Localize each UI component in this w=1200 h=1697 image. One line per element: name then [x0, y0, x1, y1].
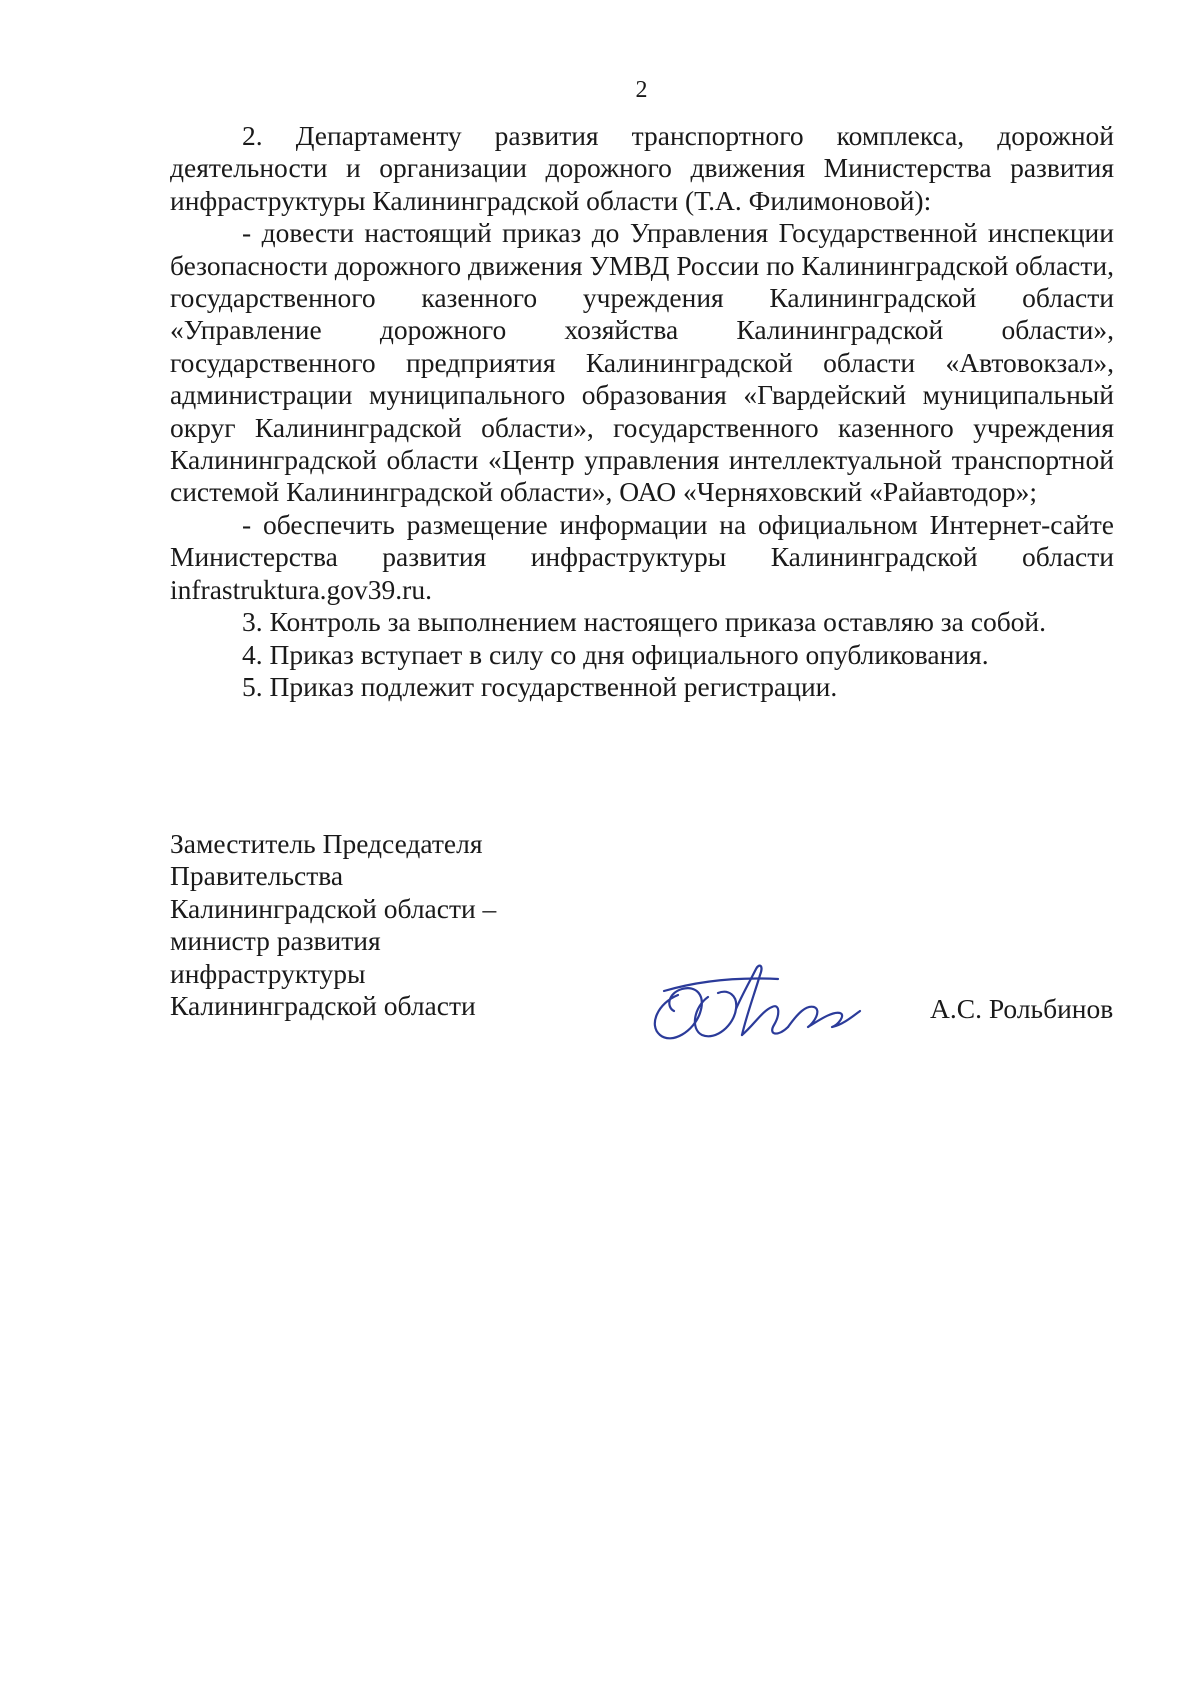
- position-line: инфраструктуры: [170, 957, 366, 989]
- page-number: 2: [635, 77, 648, 103]
- signatory-position: [170, 828, 496, 1022]
- signer-name: А.С. Рольбинов: [930, 993, 1114, 1024]
- paragraph-5: 5. Приказ подлежит государственной регистрации.: [242, 670, 838, 702]
- position-line: Заместитель Председателя: [170, 828, 483, 859]
- paragraph-2-item-notify: - довести настоящий приказ до Управления Государственной инспекции безопасности дорожного движения УМВД России по Калининградской области, государственного казенного учреждения Калининградской области «Управление дорожного хозяйства Калининградской области», государственного предприятия Калининградской области «Автовокзал», администрации муниципального образования «Гвардейский муниципальный округ Калининградской области», государственного казенного учреждения Калининградской области «Центр управления интеллектуальной транспортной системой Калининградской области», ОАО «Черняховский «Райавтодор»;: [170, 217, 1114, 508]
- paragraph-2: 2. Департаменту развития транспортного комплекса, дорожной деятельности и организации дорожного движения Министерства развития инфраструктуры Калининградской области (Т.А. Филимоновой):: [170, 120, 1114, 216]
- paragraph-4: 4. Приказ вступает в силу со дня официального опубликования.: [242, 638, 989, 670]
- position-line: Правительства: [170, 860, 344, 892]
- paragraph-3: 3. Контроль за выполнением настоящего приказа оставляю за собой.: [242, 606, 1047, 638]
- handwritten-signature: [638, 955, 868, 1050]
- paragraph-2-item-publish: - обеспечить размещение информации на официальном Интернет-сайте Министерства развития инфраструктуры Калининградской области infrastruktura.gov39.ru.: [170, 508, 1114, 605]
- document-body: [170, 120, 1114, 703]
- position-line: Калининградской области: [170, 990, 476, 1022]
- position-line: министр развития: [170, 925, 381, 957]
- position-line: Калининградской области –: [170, 892, 497, 924]
